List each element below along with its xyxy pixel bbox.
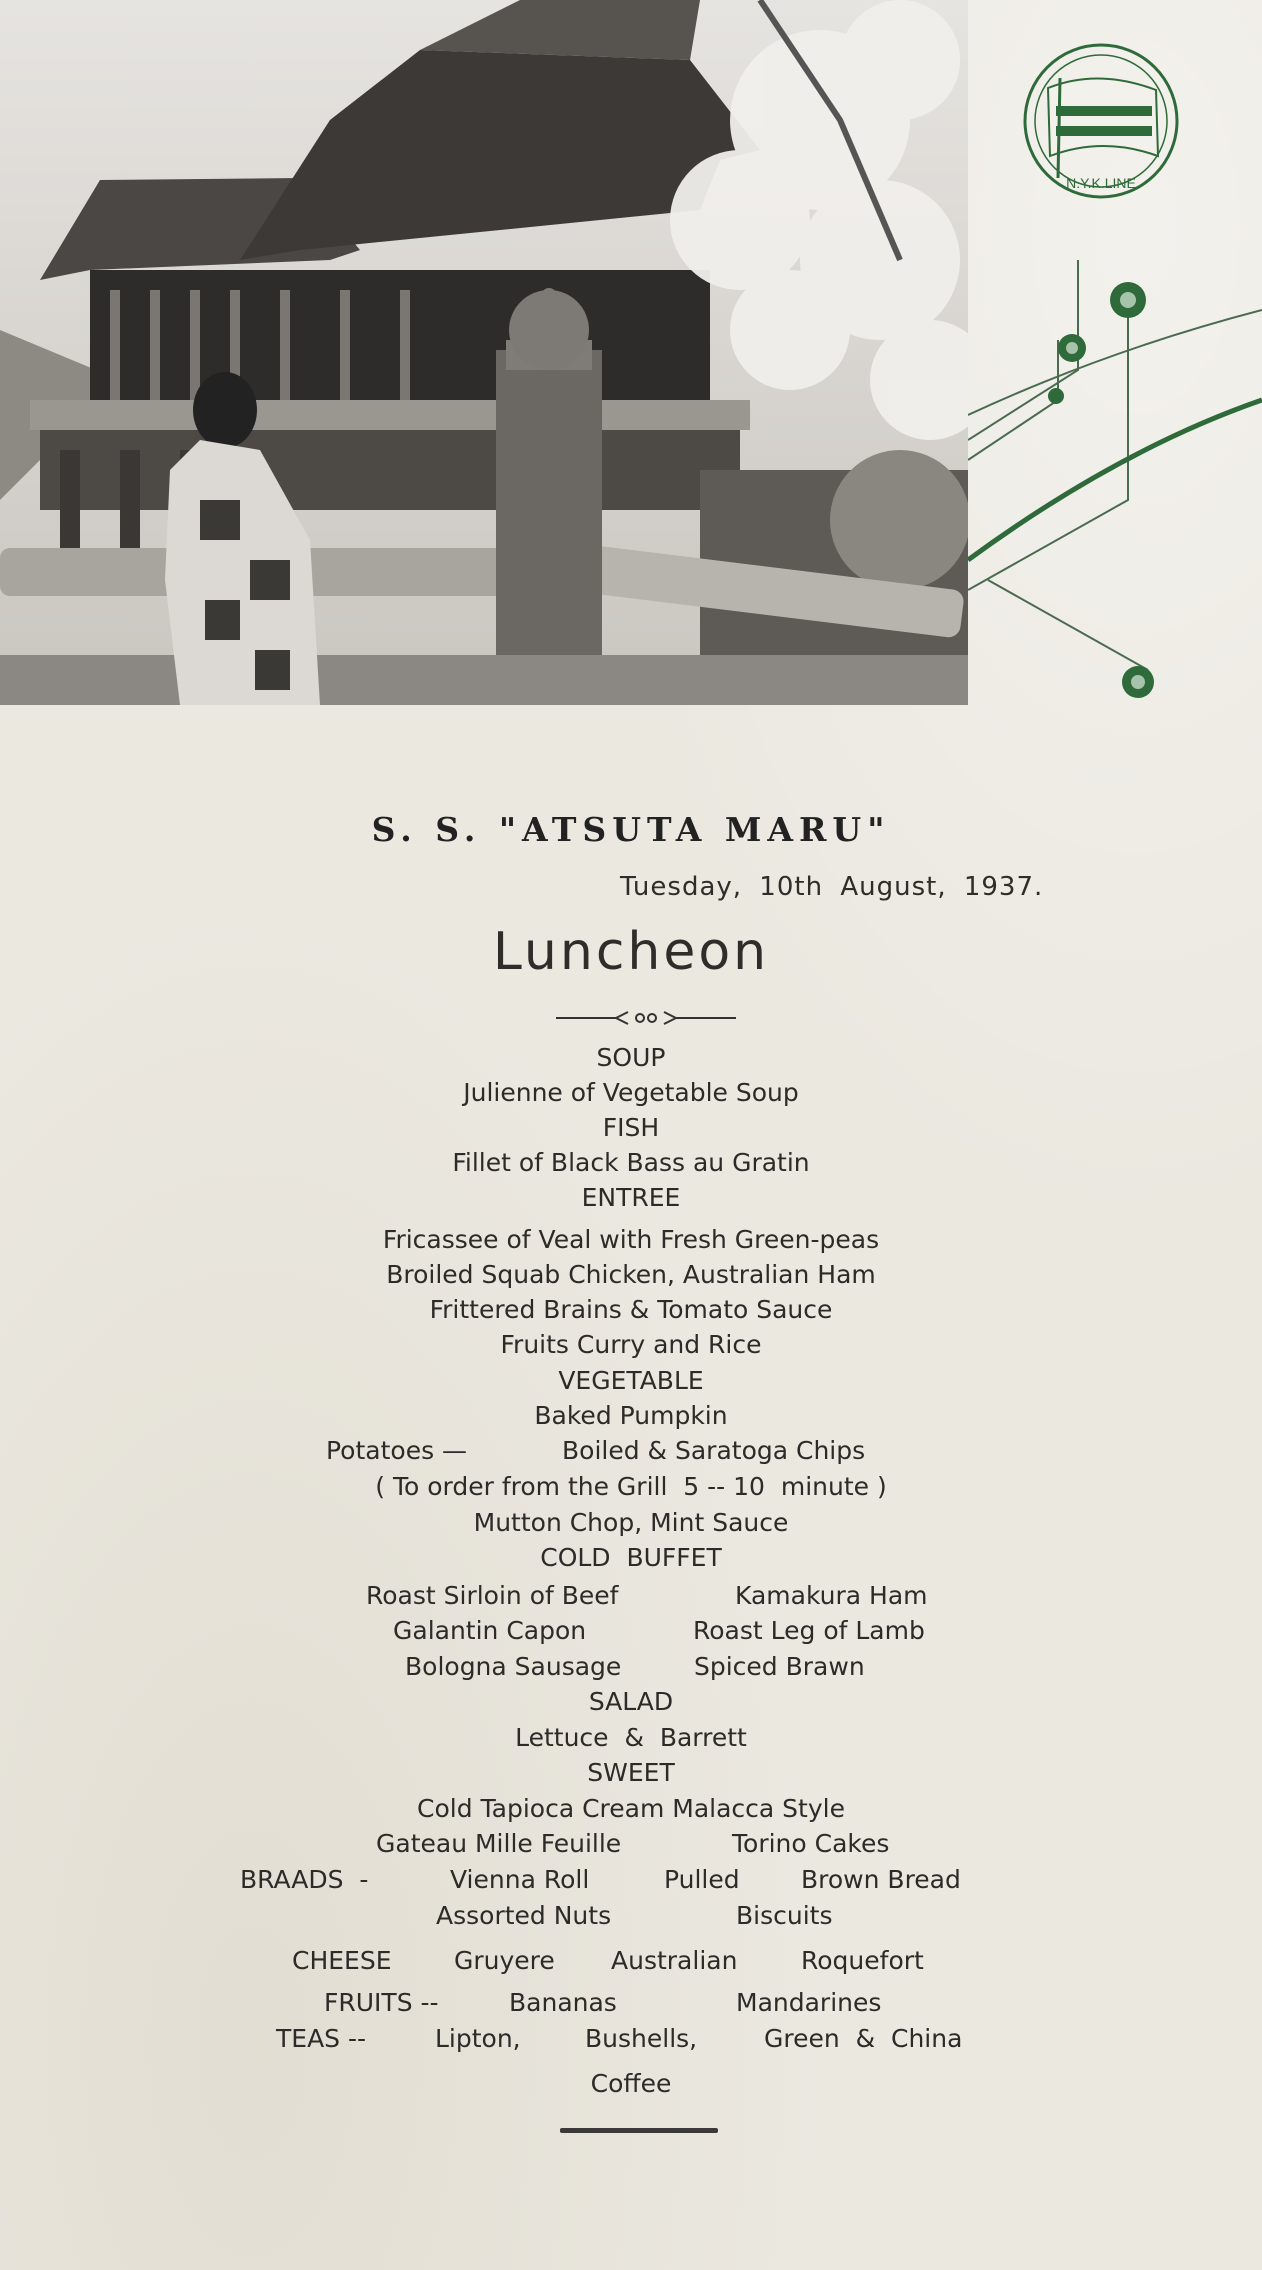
ship-name: S. S. "ATSUTA MARU": [371, 810, 891, 849]
salad-item: Lettuce & Barrett: [515, 1723, 747, 1752]
cheese-item: Gruyere: [454, 1946, 555, 1975]
meal-title: Luncheon: [492, 922, 770, 982]
fruits-item: Mandarines: [736, 1988, 882, 2017]
temple-photograph: [0, 0, 968, 705]
entree-item: Broiled Squab Chicken, Australian Ham: [386, 1260, 876, 1289]
temple-balcony-photograph-icon: [0, 0, 968, 705]
grill-note: ( To order from the Grill 5 -- 10 minute ): [375, 1472, 887, 1501]
cheese-item: Roquefort: [801, 1946, 924, 1975]
sweet-item: Cold Tapioca Cream Malacca Style: [417, 1794, 845, 1823]
breads-item: Pulled: [664, 1865, 740, 1894]
nyk-line-logo-icon: [1018, 38, 1184, 204]
cheese-label: CHEESE: [292, 1946, 392, 1975]
nuts-item: Biscuits: [736, 1901, 833, 1930]
sweet-item: Torino Cakes: [732, 1829, 890, 1858]
fish-item: Fillet of Black Bass au Gratin: [452, 1148, 810, 1177]
vegetable-item: Baked Pumpkin: [534, 1401, 728, 1430]
soup-item: Julienne of Vegetable Soup: [463, 1078, 799, 1107]
potatoes-value: Boiled & Saratoga Chips: [562, 1436, 866, 1465]
fruits-label: FRUITS --: [324, 1988, 439, 2017]
entree-item: Fricassee of Veal with Fresh Green-peas: [382, 1225, 880, 1254]
buffet-item: Kamakura Ham: [735, 1581, 928, 1610]
buffet-item: Bologna Sausage: [405, 1652, 622, 1681]
buffet-item: Roast Sirloin of Beef: [366, 1581, 619, 1610]
sweet-heading: SWEET: [587, 1758, 675, 1787]
entree-item: Fruits Curry and Rice: [500, 1330, 762, 1359]
buffet-item: Galantin Capon: [393, 1616, 587, 1645]
fruits-item: Bananas: [509, 1988, 617, 2017]
cold-buffet-heading: COLD BUFFET: [540, 1543, 722, 1572]
vegetable-heading: VEGETABLE: [558, 1366, 704, 1395]
entree-heading: ENTREE: [581, 1183, 681, 1212]
potatoes-label: Potatoes —: [326, 1436, 468, 1465]
menu-date: Tuesday, 10th August, 1937.: [620, 872, 1044, 902]
teas-label: TEAS --: [276, 2024, 367, 2053]
buffet-item: Spiced Brawn: [694, 1652, 865, 1681]
entree-item: Frittered Brains & Tomato Sauce: [429, 1295, 833, 1324]
teas-item: Bushells,: [585, 2024, 698, 2053]
closing-rule: [560, 2128, 718, 2133]
breads-label: BRAADS -: [240, 1865, 369, 1894]
coffee-item: Coffee: [590, 2069, 672, 2098]
cheese-item: Australian: [611, 1946, 738, 1975]
sweet-item: Gateau Mille Feuille: [376, 1829, 622, 1858]
soup-heading: SOUP: [596, 1043, 666, 1072]
salad-heading: SALAD: [588, 1687, 674, 1716]
grill-item: Mutton Chop, Mint Sauce: [473, 1508, 789, 1537]
fish-heading: FISH: [602, 1113, 660, 1142]
buffet-item: Roast Leg of Lamb: [693, 1616, 925, 1645]
teas-item: Lipton,: [435, 2024, 521, 2053]
teas-item: Green & China: [764, 2024, 963, 2053]
nuts-item: Assorted Nuts: [436, 1901, 612, 1930]
divider-ornament-icon: [556, 1006, 736, 1030]
breads-item: Vienna Roll: [450, 1865, 590, 1894]
logo-text: N.Y.K.LINE: [1066, 175, 1136, 191]
breads-item: Brown Bread: [801, 1865, 961, 1894]
deco-ornament: [968, 200, 1262, 720]
